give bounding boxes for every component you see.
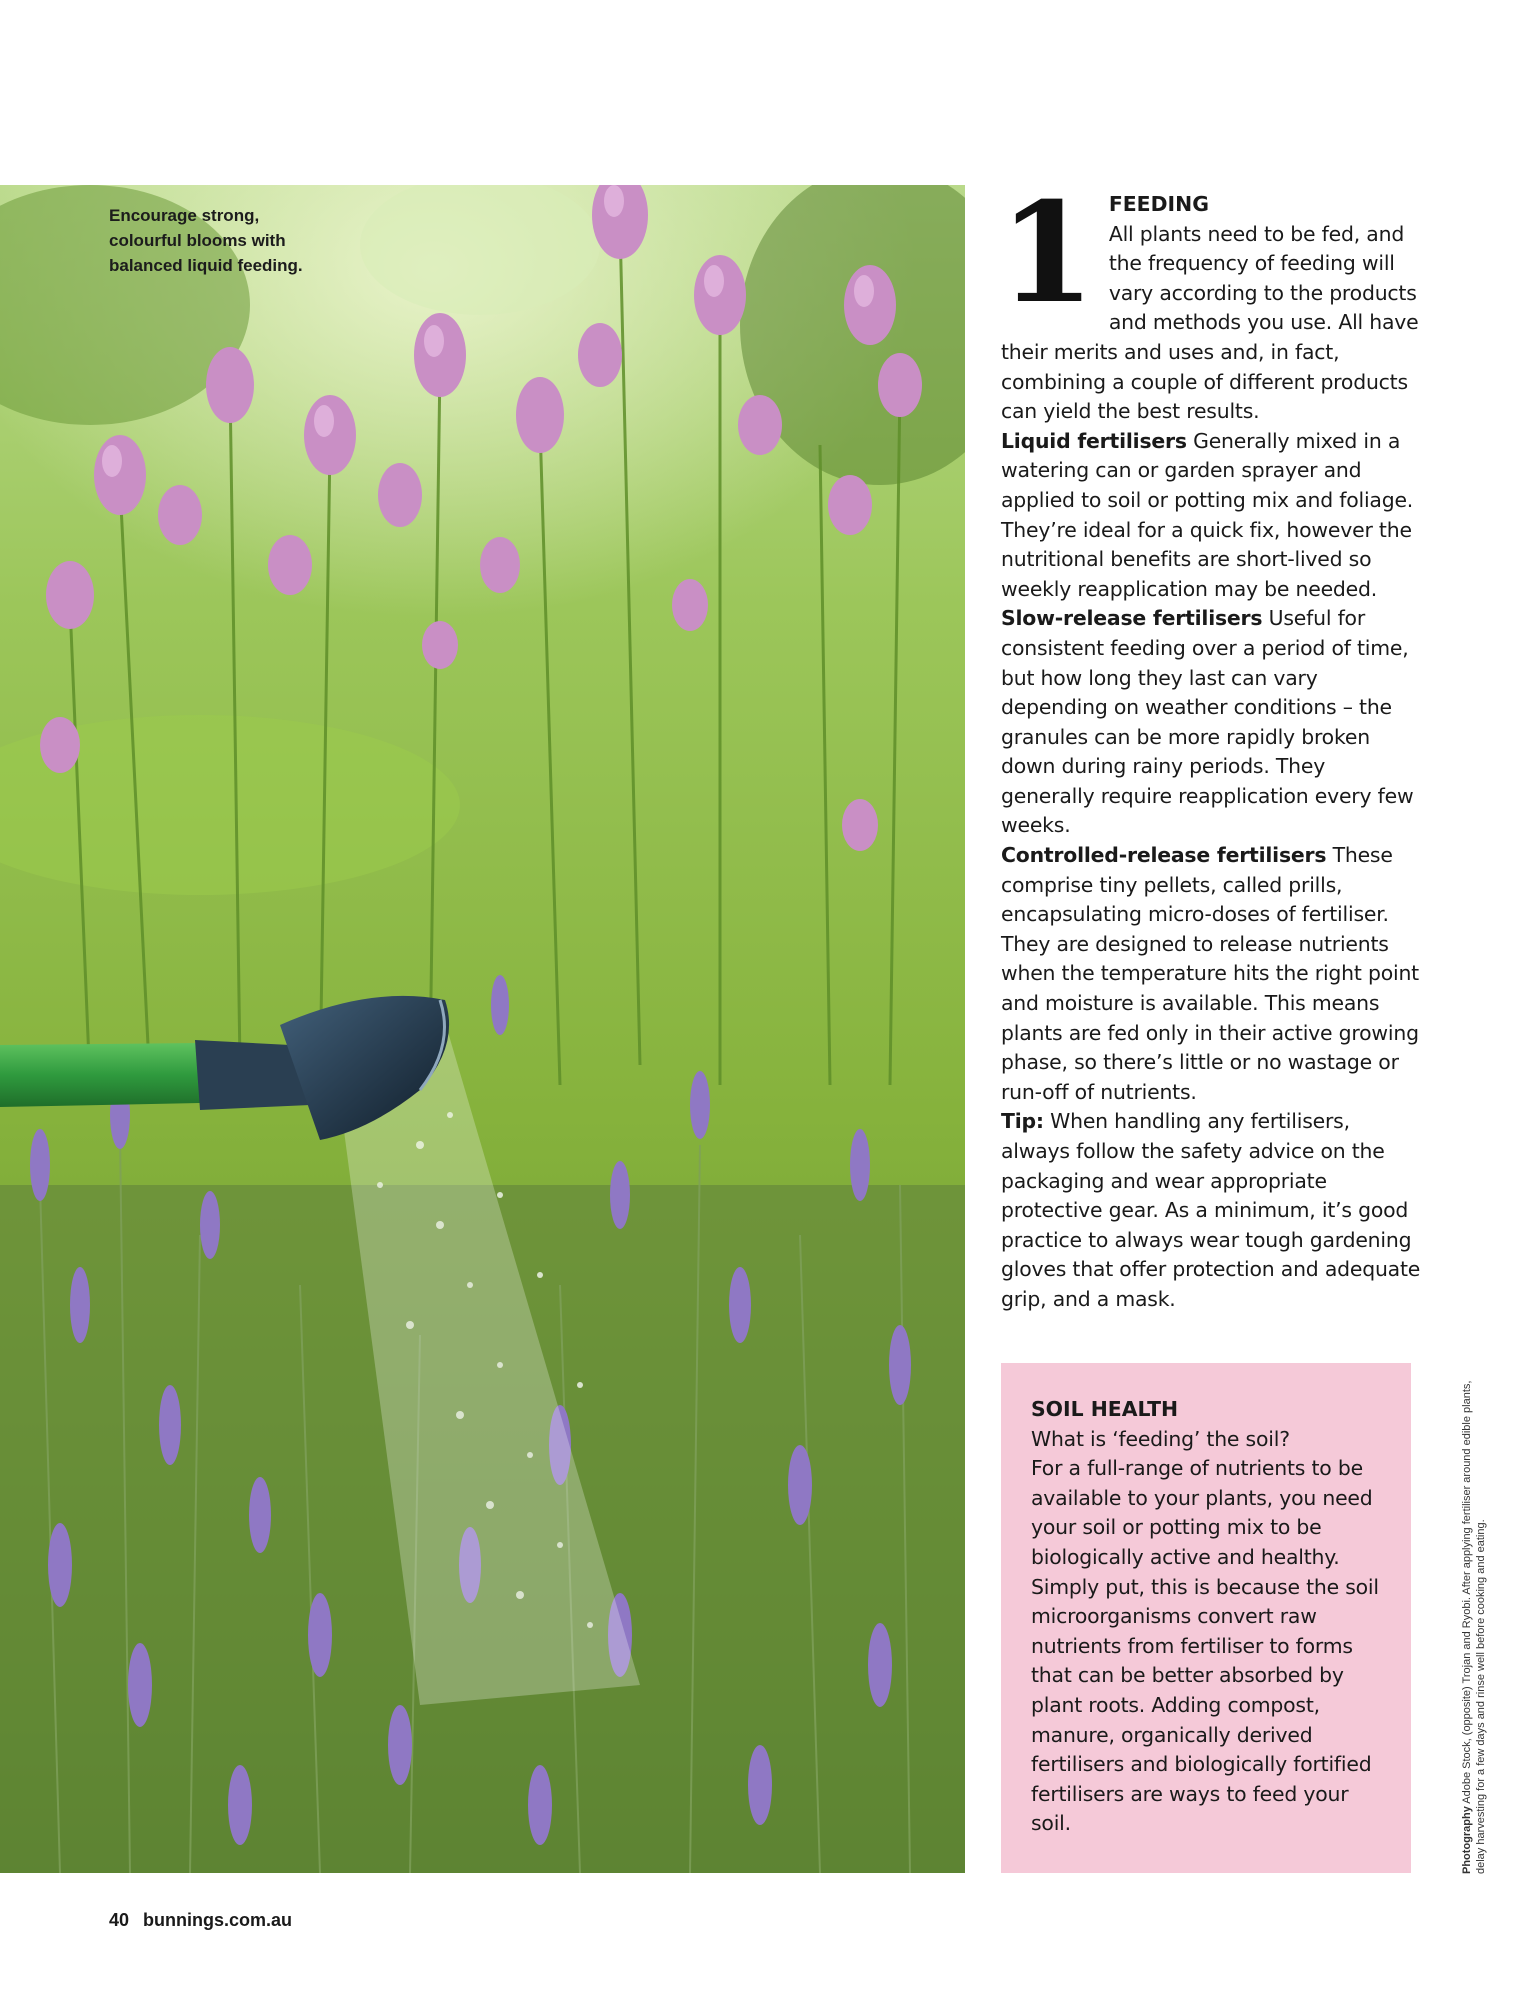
soil-health-box xyxy=(1001,1363,1411,1873)
lead-tip: Tip: xyxy=(1001,1109,1044,1134)
credit-text: Adobe Stock, (opposite) Trojan and Ryobi. After applying fertiliser around edible plants, delay harvesting for a few days and rinse well before cooking and eating. xyxy=(1461,1380,1487,1874)
paragraph-liquid xyxy=(1001,427,1421,605)
footer-site-link[interactable]: bunnings.com.au xyxy=(143,1910,293,1930)
page-number: 40 xyxy=(109,1910,130,1930)
page-footer xyxy=(109,1910,292,1931)
photo-credit xyxy=(1460,1374,1488,1874)
soil-health-question: What is ‘feeding’ the soil? xyxy=(1031,1426,1290,1451)
garden-photo xyxy=(0,185,965,1873)
photo-caption: Encourage strong, colourful blooms with balanced liquid feeding. xyxy=(109,206,303,275)
article-feeding xyxy=(999,171,1421,1315)
intro-paragraph: All plants need to be fed, and the frequency of feeding will vary according to the products and methods you use. All have their merits and uses and, in fact, combining a couple of different products can yield the best results. xyxy=(1001,221,1419,424)
text-controlled-release: These comprise tiny pellets, called prills, encapsulating micro-doses of fertiliser. They are designed to release nutrients when the temperature hits the right point and moisture is available. This means plants are fed only in their active growing phase, so there’s little or no wastage or run-off of nutrients. xyxy=(1001,843,1419,1104)
paragraph-slow-release xyxy=(1001,604,1421,841)
text-tip: When handling any fertilisers, always follow the safety advice on the packaging and wear appropriate protective gear. As a minimum, it’s good practice to always wear tough gardening gloves that offer protection and adequate grip, and a mask. xyxy=(1001,1109,1421,1311)
credit-label: Photography xyxy=(1461,1806,1473,1874)
paragraph-tip xyxy=(1001,1107,1421,1314)
paragraph-controlled-release xyxy=(1001,841,1421,1107)
lead-liquid: Liquid fertilisers xyxy=(1001,428,1187,453)
soil-health-body: For a full-range of nutrients to be available to your plants, you need your soil or potting mix to be biologically active and healthy. Simply put, this is because the soil microorganisms convert raw nutrients from fertiliser to forms that can be better absorbed by plant roots. Adding compost, manure, organically derived fertilisers and biologically fortified fertilisers are ways to feed your soil. xyxy=(1031,1456,1379,1836)
lead-slow-release: Slow-release fertilisers xyxy=(1001,606,1263,631)
text-liquid: Generally mixed in a watering can or garden sprayer and applied to soil or potting mix and foliage. They’re ideal for a quick fix, however the nutritional benefits are short-lived so weekly reapplication may be needed. xyxy=(1001,428,1414,601)
lead-controlled-release: Controlled-release fertilisers xyxy=(1001,843,1327,868)
text-slow-release: Useful for consistent feeding over a period of time, but how long they last can vary depending on weather conditions – the granules can be more rapidly broken down during rainy periods. They generally require reapplication every few weeks. xyxy=(1001,606,1414,838)
soil-health-title: SOIL HEALTH xyxy=(1031,1397,1179,1421)
section-heading: FEEDING xyxy=(1108,192,1209,216)
section-number: 1 xyxy=(999,171,1095,334)
